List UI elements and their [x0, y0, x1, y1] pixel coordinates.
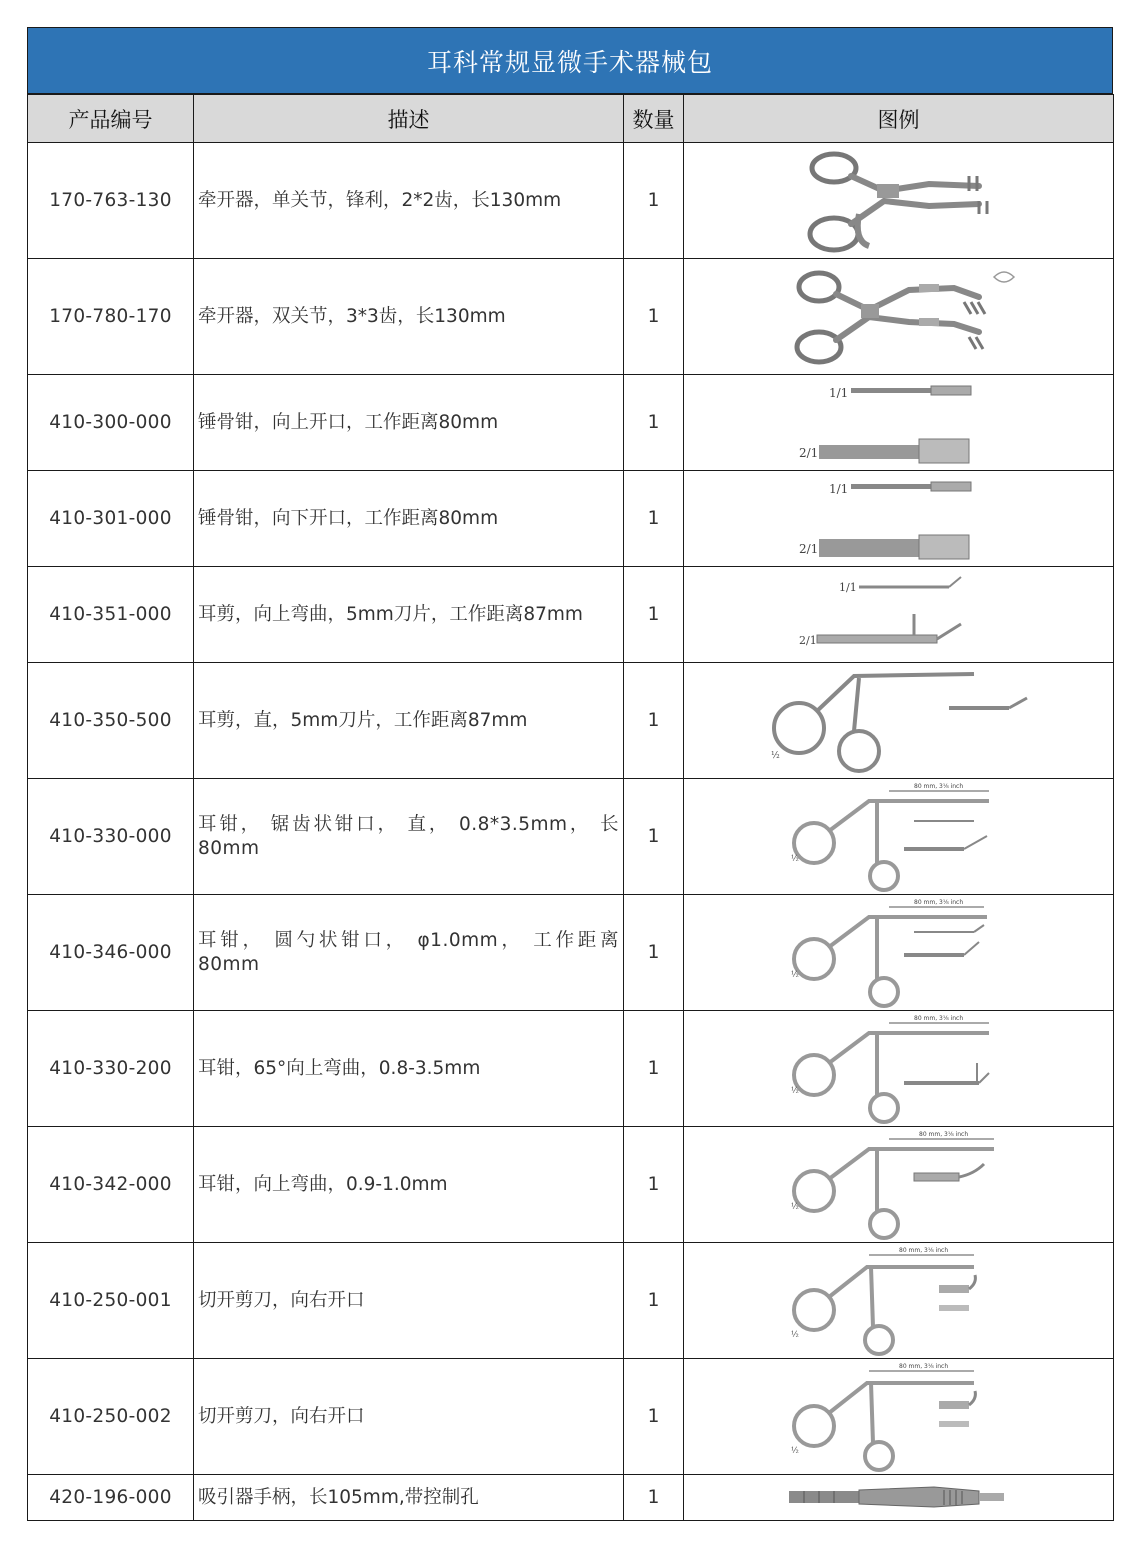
product-quantity: 1	[624, 663, 684, 779]
table-row	[28, 259, 1114, 375]
product-code: 410-301-000	[28, 471, 194, 567]
scale-label: 2/1	[798, 541, 818, 556]
scale-label: 2/1	[798, 633, 817, 647]
scale-label: 1/1	[828, 385, 848, 400]
product-quantity: 1	[624, 1127, 684, 1243]
ear-scissors-straight-icon	[769, 666, 1029, 776]
product-description: 牵开器，单关节，锋利，2*2齿，长130mm	[194, 143, 624, 259]
scale-label: ½	[770, 750, 780, 761]
ear-forceps-65-icon	[789, 1013, 1009, 1125]
scale-label: ½	[790, 1445, 799, 1455]
product-quantity: 1	[624, 471, 684, 567]
table-row	[28, 1359, 1114, 1475]
scale-label: 2/1	[798, 445, 818, 460]
product-description: 耳钳， 锯齿状钳口， 直， 0.8*3.5mm， 长80mm	[194, 779, 624, 895]
scale-label: ½	[790, 1201, 799, 1211]
product-quantity: 1	[624, 1359, 684, 1475]
table-row	[28, 375, 1114, 471]
dimension-label: 80 mm, 3⅛ inch	[913, 1014, 963, 1022]
product-quantity: 1	[624, 259, 684, 375]
dimension-label: 80 mm, 3⅛ inch	[913, 898, 963, 906]
retractor-single-joint-icon	[789, 146, 1009, 256]
instrument-table	[27, 94, 1114, 1521]
product-description: 耳钳，65°向上弯曲，0.8-3.5mm	[194, 1011, 624, 1127]
product-description: 锤骨钳，向上开口，工作距离80mm	[194, 375, 624, 471]
product-description: 耳剪，直，5mm刀片，工作距离87mm	[194, 663, 624, 779]
incision-scissors-right-icon	[789, 1245, 1009, 1357]
table-row	[28, 663, 1114, 779]
scale-label: ½	[790, 1085, 799, 1095]
product-code: 410-250-001	[28, 1243, 194, 1359]
product-code: 410-346-000	[28, 895, 194, 1011]
retractor-double-joint-icon	[779, 262, 1019, 372]
table-row	[28, 143, 1114, 259]
product-code: 170-780-170	[28, 259, 194, 375]
scale-label: ½	[790, 969, 799, 979]
scale-label: 1/1	[828, 481, 848, 496]
product-code: 410-330-200	[28, 1011, 194, 1127]
header-quantity: 数量	[624, 95, 684, 143]
dimension-label: 80 mm, 3⅛ inch	[913, 782, 963, 790]
product-description: 耳钳，向上弯曲，0.9-1.0mm	[194, 1127, 624, 1243]
incision-scissors-right-icon	[789, 1361, 1009, 1473]
product-description: 切开剪刀，向右开口	[194, 1243, 624, 1359]
product-quantity: 1	[624, 567, 684, 663]
table-row	[28, 1243, 1114, 1359]
ear-scissors-curved-icon	[789, 569, 1009, 661]
table-row	[28, 471, 1114, 567]
product-description: 锤骨钳，向下开口，工作距离80mm	[194, 471, 624, 567]
table-row	[28, 1127, 1114, 1243]
header-figure: 图例	[684, 95, 1114, 143]
product-quantity: 1	[624, 895, 684, 1011]
dimension-label: 80 mm, 3⅛ inch	[898, 1246, 948, 1254]
table-row	[28, 1011, 1114, 1127]
table-row	[28, 567, 1114, 663]
product-code: 410-342-000	[28, 1127, 194, 1243]
malleus-nipper-up-icon	[789, 377, 1009, 469]
product-description: 切开剪刀，向右开口	[194, 1359, 624, 1475]
scale-label: ½	[790, 853, 799, 863]
product-code: 420-196-000	[28, 1475, 194, 1521]
dimension-label: 80 mm, 3⅛ inch	[918, 1130, 968, 1138]
product-description: 吸引器手柄，长105mm,带控制孔	[194, 1475, 624, 1521]
product-quantity: 1	[624, 1475, 684, 1521]
table-row	[28, 1475, 1114, 1521]
product-quantity: 1	[624, 1243, 684, 1359]
table-header-row	[28, 95, 1114, 143]
dimension-label: 80 mm, 3⅛ inch	[898, 1362, 948, 1370]
scale-label: ½	[790, 1329, 799, 1339]
product-code: 170-763-130	[28, 143, 194, 259]
product-description: 牵开器，双关节，3*3齿，长130mm	[194, 259, 624, 375]
malleus-nipper-down-icon	[789, 473, 1009, 565]
product-quantity: 1	[624, 143, 684, 259]
page-title: 耳科常规显微手术器械包	[27, 27, 1113, 94]
suction-handle-icon	[784, 1483, 1014, 1513]
product-quantity: 1	[624, 375, 684, 471]
product-description: 耳剪，向上弯曲，5mm刀片，工作距离87mm	[194, 567, 624, 663]
product-code: 410-250-002	[28, 1359, 194, 1475]
product-description: 耳钳， 圆勺状钳口， φ1.0mm， 工作距离80mm	[194, 895, 624, 1011]
scale-label: 1/1	[838, 580, 857, 594]
instrument-sheet	[27, 27, 1113, 1521]
table-row	[28, 779, 1114, 895]
product-code: 410-300-000	[28, 375, 194, 471]
ear-forceps-serrated-icon	[789, 781, 1009, 893]
header-description: 描述	[194, 95, 624, 143]
product-code: 410-351-000	[28, 567, 194, 663]
header-code: 产品编号	[28, 95, 194, 143]
product-quantity: 1	[624, 779, 684, 895]
ear-forceps-cup-icon	[789, 897, 1009, 1009]
product-quantity: 1	[624, 1011, 684, 1127]
product-code: 410-330-000	[28, 779, 194, 895]
ear-forceps-curved-up-icon	[789, 1129, 1009, 1241]
table-row	[28, 895, 1114, 1011]
product-code: 410-350-500	[28, 663, 194, 779]
